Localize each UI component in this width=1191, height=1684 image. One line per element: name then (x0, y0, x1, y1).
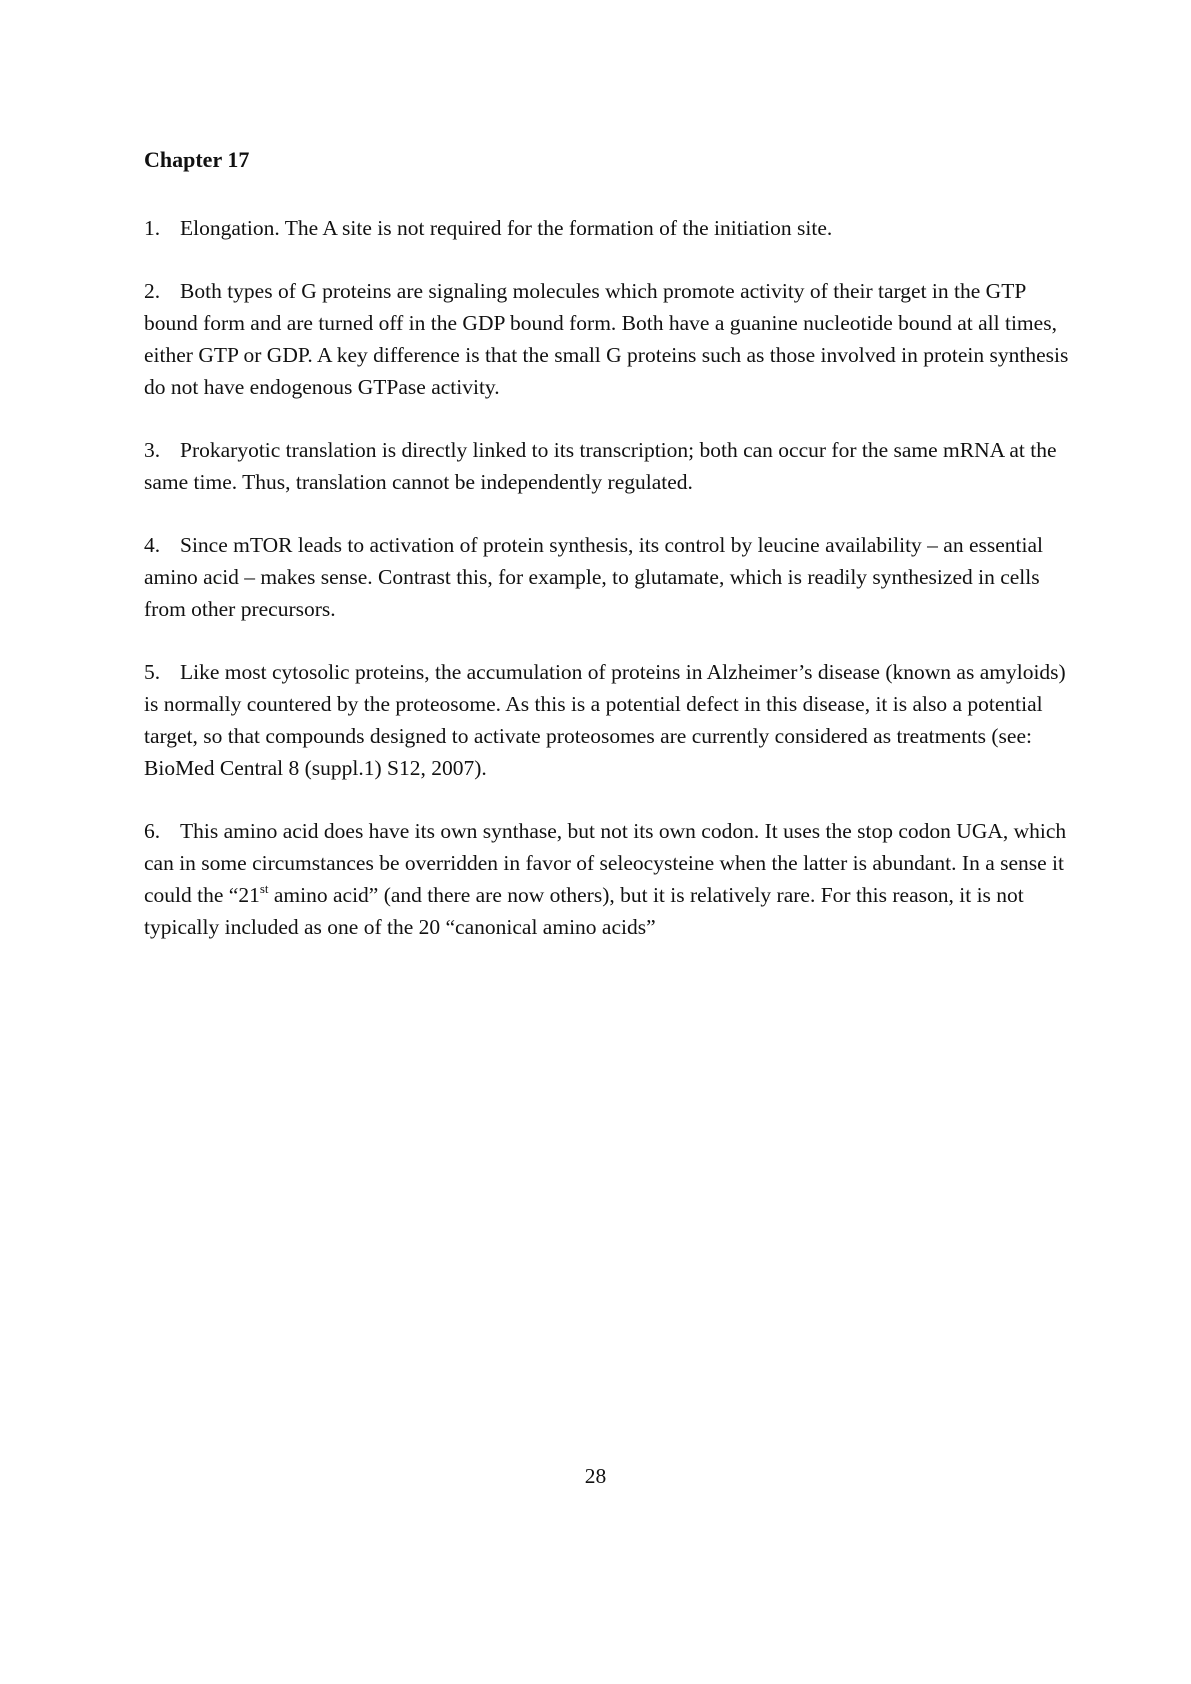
answer-text: Like most cytosolic proteins, the accumulation of proteins in Alzheimer’s disease (known as amyloids) is normally countered by the proteosome. As this is a potential defect in this disease, it is also a potential target, so that compounds designed to activate proteosomes are currently considered as treatments (see: BioMed Central 8 (suppl.1) S12, 2007). (144, 660, 1066, 780)
answer-text: Prokaryotic translation is directly linked to its transcription; both can occur for the same mRNA at the same time. Thus, translation cannot be independently regulated. (144, 438, 1057, 494)
chapter-title: Chapter 17 (144, 147, 250, 172)
answer-number: 3. (144, 438, 161, 462)
answer-item-5 (144, 656, 1084, 784)
answer-text: Both types of G proteins are signaling molecules which promote activity of their target in the GTP bound form and are turned off in the GDP bound form. Both have a guanine nucleotide bound at all times, either GTP or GDP. A key difference is that the small G proteins such as those involved in protein synthesis do not have endogenous GTPase activity. (144, 279, 1069, 399)
answer-number: 4. (144, 533, 161, 557)
answer-text: Since mTOR leads to activation of protein synthesis, its control by leucine availability – an essential amino acid – makes sense. Contrast this, for example, to glutamate, which is readily synthesized in cells from other precursors. (144, 533, 1044, 621)
page-number: 28 (584, 1464, 607, 1488)
answer-item-2 (144, 275, 1084, 403)
answer-item-3 (144, 434, 1084, 498)
answer-text-before: This amino acid does have its own synthase, but not its own codon. It uses the stop codon UGA, which can in some circumstances be overridden in favor of seleocysteine when the latter is abundant. In a sense it could the “21 (144, 819, 1067, 907)
answer-text: Elongation. The A site is not required for the formation of the initiation site. (180, 216, 833, 240)
answer-text-after: amino acid” (and there are now others), but it is relatively rare. For this reason, it is not typically included as one of the 20 “canonical amino acids” (144, 883, 1024, 939)
answer-item-4 (144, 529, 1084, 625)
answer-number: 6. (144, 819, 161, 843)
answer-number: 1. (144, 216, 161, 240)
answer-number: 5. (144, 660, 161, 684)
answer-number: 2. (144, 279, 161, 303)
answer-item-6 (144, 815, 1084, 943)
page-content (144, 144, 1084, 974)
ordinal-superscript: st (259, 881, 269, 896)
answer-item-1 (144, 212, 1084, 244)
